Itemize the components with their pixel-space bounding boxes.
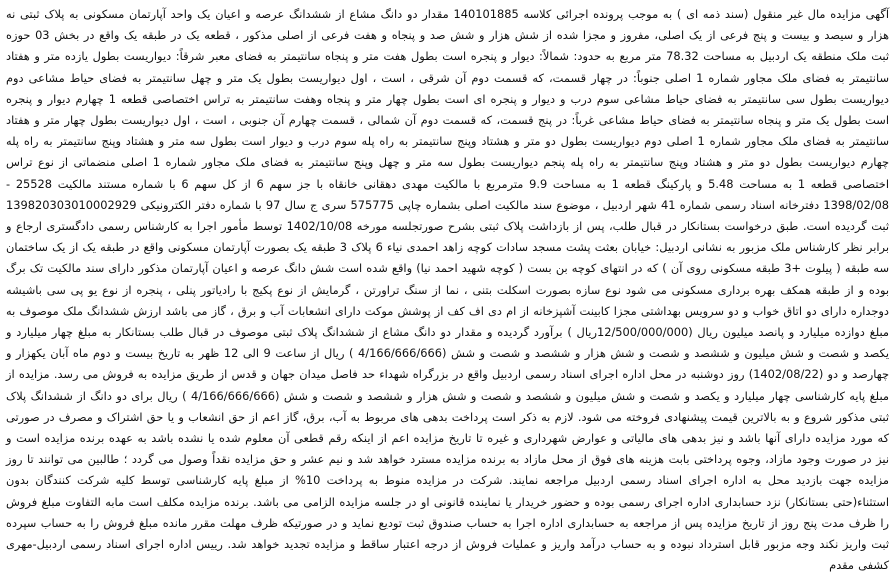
- auction-notice-body: آگهی مزایده مال غیر منقول (سند ذمه ای ) به موجب پرونده اجرائی کلاسه 140101885 مقدار دو دانگ مشاع از ششدانگ عرصه و اعیان یک واحد آپارتمان مسکونی به پلاک ثبتی نه هزار و سیصد و بیست و پنج فرعی از یک اصلی، مفروز و مجزا شده از شش هزار و شش صد و پنجاه و هفت فرعی از اصلی مذکور ، قطعه یک در طبقه یک واقع در بخش 03 حوزه ثبت ملک منطقه یک اردبیل به مساحت 78.32 متر مربع به حدود: شمالاً: دیوار و پنجره است بطول هفت متر و پنجاه سانتیمتر به فضای معبر شرقاً: دیواریست بطول یازده متر و هفتاد سانتیمتر به فضای ملک مجاور شماره 1 اصلی جنوباً: در چهار قسمت، که قسمت دوم آن شرقی ، است ، اول دیواریست بطول یک متر و چهل سانتیمتر به فضای حیاط مشاعی دوم دیواریست بطول سی سانتیمتر به فضای حیاط مشاعی سوم درب و دیوار و پنجره ای است بطول چهار متر و پنجاه وهفت سانتیمتر به تراس اختصاصی قطعه 1 چهارم دیوار و پنجره است بطول یک متر و پنجاه سانتیمتر به فضای حیاط مشاعی غرباً: در پنج قسمت، که قسمت دوم آن شمالی ، قسمت چهارم آن جنوبی ، است ، اول دیواریست بطول چهار متر و هفتاد سانتیمتر به فضای ملک مجاور شماره 1 اصلی دوم دیواریست بطول دو متر و هشتاد وپنج سانتیمتر به راه پله سوم درب و دیوار است بطول سه متر و هشتاد وپنج سانتیمتر به راه پله چهارم دیواریست بطول دو متر و هشتاد وپنج سانتیمتر به راه پله پنجم دیواریست بطول سه متر و چهل وپنج سانتیمتر به فضای ملک مجاور شماره 1 اصلی منضماتی از نوع تراس اختصاصی قطعه 1 به مساحت 5.48 و پارکینگ قطعه 1 به مساحت 9.9 مترمربع با مالکیت مهدی دهقانی خانقاه با جز سهم 6 از کل سهم 6 با شماره مستند مالکیت 25528 - 1398/02/08 دفترخانه اسناد رسمی شماره 41 شهر اردبیل ، موضوع سند مالکیت اصلی بشماره چاپی 575775 سری ج سال 97 با شماره دفتر الکترونیکی 139820303010002929 ثبت گردیده است. طبق درخواست بستانکار در قبال طلب، پس از بازداشت پلاک ثبتی بشرح صورتجلسه مورخه 1402/10/08 توسط مأمور اجرا به کارشناس رسمی دادگستری ارجاع و برابر نظر کارشناس ملک مزبور به نشانی اردبیل: خیابان بعثت پشت مسجد سادات کوچه زاهد احمدی نیاء 6 پلاک 3 طبقه یک بصورت آپارتمان مسکونی واقع در طبقه یک از یک ساختمان سه طبقه ( پیلوت +3 طبقه مسکونی روی آن ) که در انتهای کوچه بن بست ( کوچه شهید احمد نیا) واقع شده است شش دانگ عرصه و اعیان آپارتمان مذکور دارای سند مالکیت تک برگ بوده و از طبقه همکف بهره برداری مسکونی می شود نوع سازه بصورت اسکلت بتنی ، نما از سنگ تراورتن ، گرمایش از نوع پکیج با رادیاتور پنلی ، پنجره از نوع یو پی سی باشیشه دوجداره دارای دو اتاق خواب و دو سرویس بهداشتی مجزا کابینت آشپزخانه از ام دی اف کف از پوشش موکت دارای انشعابات آب و برق ، گاز می باشد ارزش ششدانگ ملک موصوف به مبلغ دوازده میلیارد و پانصد میلیون ریال (12/500/000/000ریال ) برآورد گردیده و مقدار دو دانگ مشاع از ششدانگ پلاک ثبتی موصوف در قبال طلب بستانکار به مبلغ چهار میلیارد و یکصد و شصت و شش میلیون و ششصد و شصت و شش هزار و ششصد و شصت و شش (4/166/666/666 ) ریال از ساعت 9 الی 12 ظهر به تاریخ بیست و دوم ماه آبان یکهزار و چهارصد و دو (1402/08/22) روز دوشنبه در محل اداره اجرای اسناد رسمی اردبیل واقع در بزرگراه شهداء حد فاصل میدان جهان و قدس از طریق مزایده به فروش می رسد. مزایده از مبلغ پایه کارشناسی چهار میلیارد و یکصد و شصت و شش میلیون و ششصد و شصت و شش هزار و ششصد و شصت و شش (4/166/666/666 ) ریال برای دو دانگ از ششدانگ پلاک ثبتی مذکور شروع و به بالاترین قیمت پیشنهادی فروخته می شود. لازم به ذکر است پرداخت بدهی های مربوط به آب، برق، گاز اعم از حق انشعاب و یا حق اشتراک و مصرف در صورتی که مورد مزایده دارای آنها باشد و نیز بدهی های مالیاتی و عوارض شهرداری و غیره تا تاریخ مزایده اعم از اینکه رقم قطعی آن معلوم شده یا نشده باشد به عهده برنده مزایده است و نیز در صورت وجود مازاد، وجوه پرداختی بابت هزینه های فوق از محل مازاد به برنده مزایده مسترد خواهد شد و نیم عشر و حق مزایده نقداً وصول می گردد ؛ طالبین می توانند تا روز مزایده جهت بازدید محل به اداره اجرای اسناد رسمی اردبیل مراجعه نمایند. شرکت در مزایده منوط به پرداخت 10% از مبلغ پایه کارشناسی توسط کلیه شرکت کنندگان بدون استثناء(حتی بستانکار) نزد حسابداری اداره اجرای رسمی بوده و حضور خریدار یا نماینده قانونی او در جلسه مزایده الزامی می باشد. برنده مزایده مکلف است مابه التفاوت مبلغ فروش را ظرف مدت پنج روز از تاریخ مزایده پس از مراجعه به حسابداری اداره اجرا به حساب صندوق ثبت تودیع نماید و در صورتیکه ظرف مهلت مقرر مانده مبلغ فروش را به حساب سپرده ثبت واریز نکند وجه مزبور قابل استرداد نبوده و به حساب درآمد واریز و عملیات فروش از درجه اعتبار ساقط و مزایده تجدید خواهد شد. رییس اداره اجرای اسناد رسمی اردبیل-مهری کشفی مقدم: [5, 7, 890, 573]
